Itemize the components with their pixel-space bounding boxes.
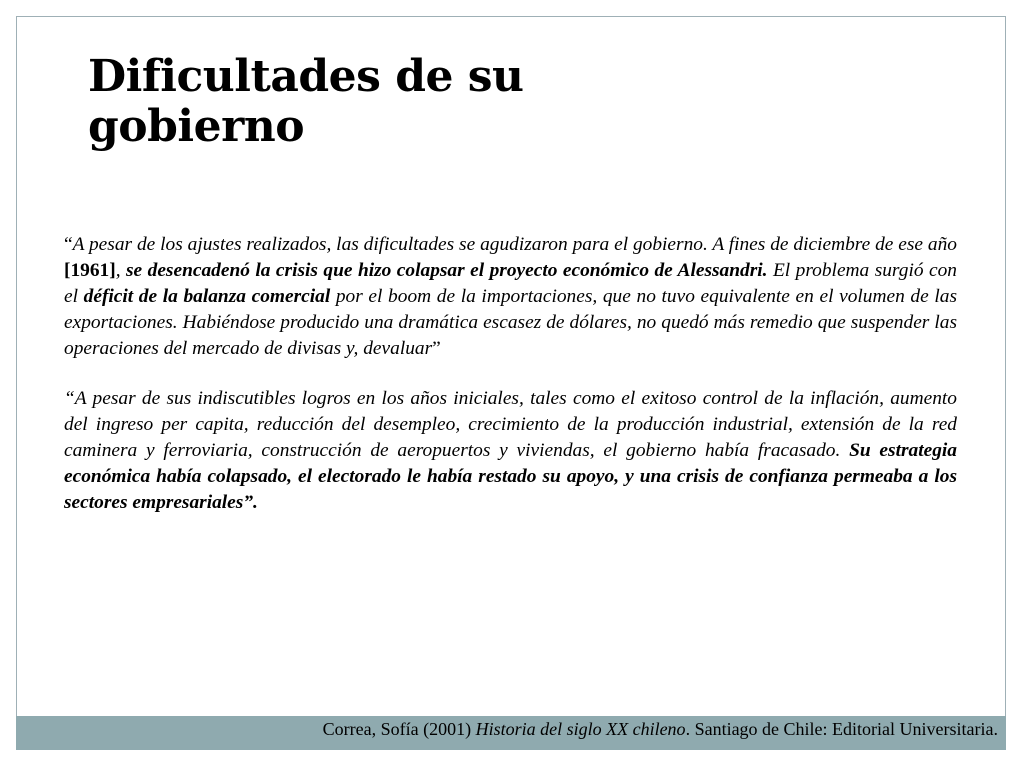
quote1-text-d: por el boom de la importaciones, que no tuvo equivalente en el volumen de las exportaciones. Habiéndose producido una dramática escasez de dólares, no quedó más remedio que suspender las operaciones del mercado de divisas y, devaluar [64,286,958,359]
quote1-close-mark: ” [432,338,441,359]
quote1-year: [1961] [64,260,116,281]
quote1-text-c: El problema surgió con el [64,260,957,307]
quote1-text-b: , [115,260,127,281]
quote2-bold-conclusion: Su estrategia económica había colapsado, el electorado le había restado su apoyo, y una crisis de confianza permeaba a los sectores empresariales [64,440,957,513]
slide-title: Dificultades de su gobierno [88,51,524,152]
quote1-bold-deficit: déficit de la balanza comercial [83,286,331,307]
citation [298,716,998,742]
citation-publisher: . Santiago de Chile: Editorial Universitaria. [685,719,998,739]
quote-paragraph-2 [64,386,957,516]
citation-author: Correa, Sofía (2001) [322,719,476,739]
quote2-end: ”. [243,492,258,513]
quote-paragraph-1 [64,232,957,362]
quote1-text-a: A pesar de los ajustes realizados, las dificultades se agudizaron para el gobierno. A fines de diciembre de ese año [72,234,957,255]
citation-book-title: Historia del siglo XX chileno [475,719,686,739]
quote2-text: “A pesar de sus indiscutibles logros en los años iniciales, tales como el exitoso control de la inflación, aumento del ingreso per capita, reducción del desempleo, crecimiento de la producción industrial, extensión de la red caminera y ferroviaria, construcción de aeropuertos y viviendas, el gobierno había fracasado. [64,388,957,461]
slide-body [64,232,957,540]
quote1-open-mark: “ [64,234,73,255]
quote1-bold-crisis: se desencadenó la crisis que hizo colapsar el proyecto económico de Alessandri. [126,260,768,281]
